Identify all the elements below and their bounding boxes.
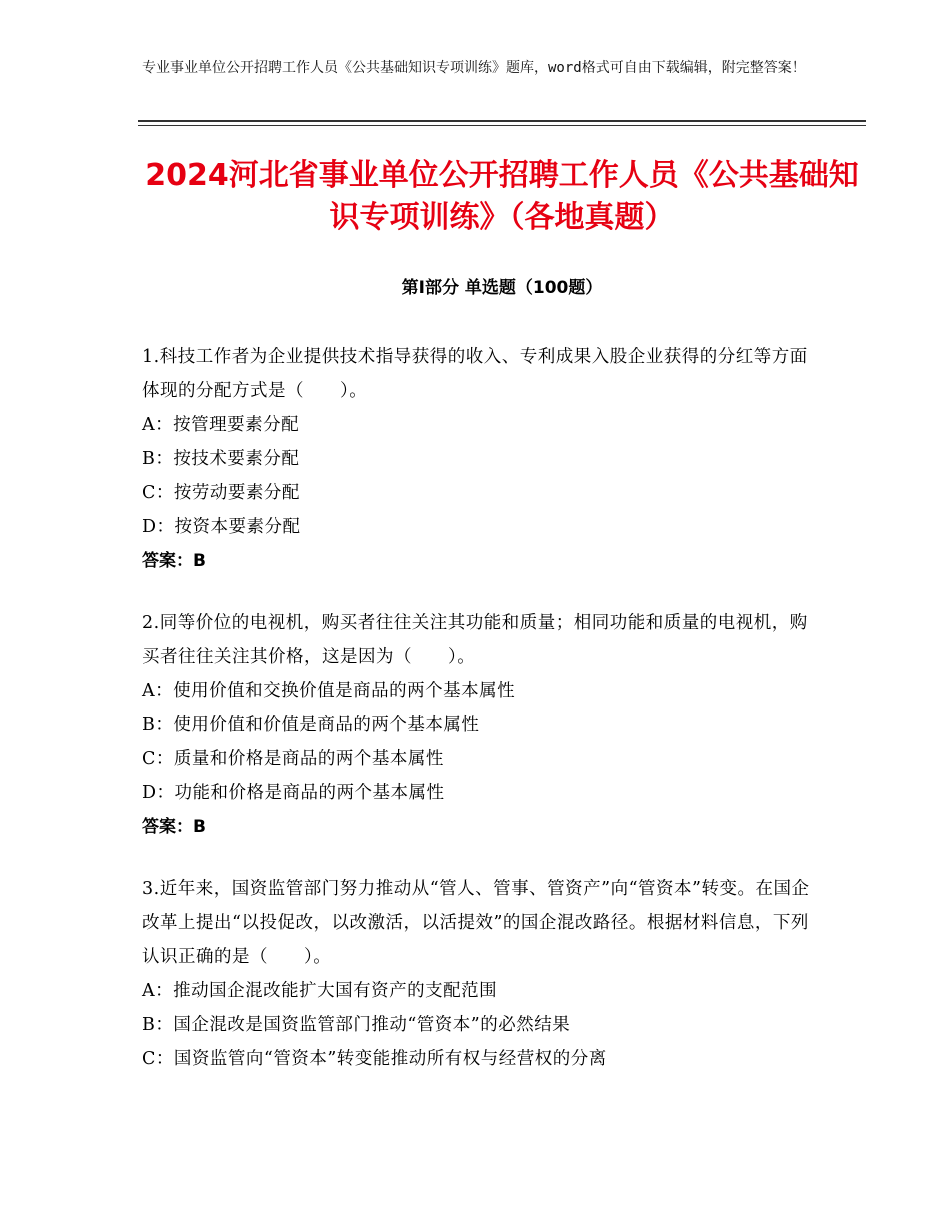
question-stem: 2.同等价位的电视机，购买者往往关注其功能和质量；相同功能和质量的电视机，购买者往往关注其价格，这是因为（ ）。 (142, 613, 808, 667)
option-a: A：使用价值和交换价值是商品的两个基本属性 (142, 681, 516, 701)
option-a: A：推动国企混改能扩大国有资产的支配范围 (142, 981, 498, 1001)
question-stem: 3.近年来，国资监管部门努力推动从“管人、管事、管资产”向“管资本”转变。在国企改革上提出“以投促改，以改激活，以活提效”的国企混改路径。根据材料信息，下列认识正确的是（ ）。 (142, 879, 810, 967)
document-title: 2024河北省事业单位公开招聘工作人员《公共基础知识专项训练》（各地真题） (145, 158, 859, 235)
document-header-note: 专业事业单位公开招聘工作人员《公共基础知识专项训练》题库，word格式可自由下载编辑，附完整答案！ (142, 60, 806, 76)
answer-line: 答案：B (142, 551, 206, 571)
option-c: C：质量和价格是商品的两个基本属性 (142, 749, 444, 769)
option-b: B：按技术要素分配 (142, 449, 300, 469)
option-d: D：功能和价格是商品的两个基本属性 (142, 783, 445, 803)
option-d: D：按资本要素分配 (142, 517, 301, 537)
section-heading: 第I部分 单选题（100题） (401, 278, 603, 298)
question-2 (142, 606, 810, 844)
option-b: B：使用价值和价值是商品的两个基本属性 (142, 715, 480, 735)
answer-line: 答案：B (142, 817, 206, 837)
option-a: A：按管理要素分配 (142, 415, 300, 435)
option-b: B：国企混改是国资监管部门推动“管资本”的必然结果 (142, 1015, 571, 1035)
option-c: C：国资监管向“管资本”转变能推动所有权与经营权的分离 (142, 1049, 607, 1069)
question-3 (142, 872, 810, 1076)
header-divider-thin (138, 125, 866, 126)
question-1 (142, 340, 810, 578)
question-list (142, 340, 810, 1104)
header-divider-thick (138, 120, 866, 122)
option-c: C：按劳动要素分配 (142, 483, 300, 503)
question-stem: 1.科技工作者为企业提供技术指导获得的收入、专利成果入股企业获得的分红等方面体现的分配方式是（ ）。 (142, 347, 808, 401)
